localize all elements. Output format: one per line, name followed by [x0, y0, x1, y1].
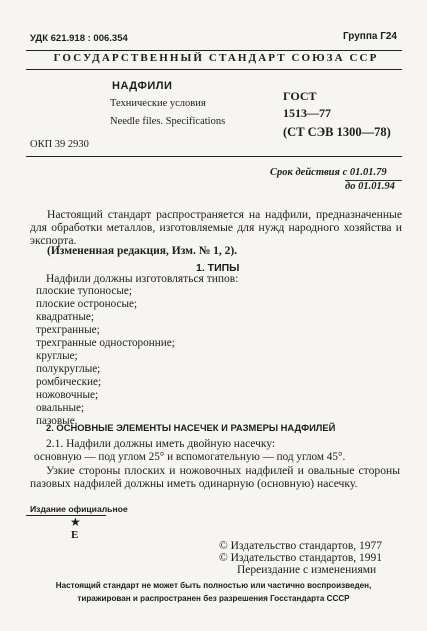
copyright-notice-line-1: Настоящий стандарт не может быть полностью или частично воспроизведен,	[55, 581, 372, 590]
official-edition: Издание официальное	[30, 504, 128, 514]
list-item: круглые;	[36, 349, 78, 362]
list-item: ромбические;	[36, 375, 102, 388]
intro-paragraph: Настоящий стандарт распространяется на надфили, предназначенные для обработки металлов, изготовляемые для нужд народного хозяйства и экспорта.	[30, 208, 402, 247]
udk-code: УДК 621.918 : 006.354	[30, 33, 128, 44]
document-title: НАДФИЛИ	[112, 80, 173, 92]
banner: ГОСУДАРСТВЕННЫЙ СТАНДАРТ СОЮЗА ССР	[53, 52, 379, 64]
banner-rule	[26, 69, 402, 70]
copyright-1991: © Издательство стандартов, 1991	[219, 552, 383, 564]
validity-label: Срок действия	[270, 167, 340, 178]
section-1-title: 1. ТИПЫ	[196, 262, 240, 274]
gost-label: ГОСТ	[283, 89, 317, 103]
validity-to-date: до 01.01.94	[345, 181, 395, 192]
top-rule	[26, 50, 402, 51]
okp-code: ОКП 39 2930	[30, 139, 89, 150]
list-item: ножовочные;	[36, 388, 99, 401]
english-title: Needle files. Specifications	[110, 116, 226, 127]
list-item: пазовые.	[36, 414, 78, 427]
section-2-title: 2. ОСНОВНЫЕ ЭЛЕМЕНТЫ НАСЕЧЕК И РАЗМЕРЫ НАДФИЛЕЙ	[46, 422, 336, 433]
official-rule	[26, 515, 106, 516]
group-code: Группа Г24	[342, 31, 397, 42]
sev-number: (СТ СЭВ 1300—78)	[283, 125, 391, 139]
validity-from-date: с 01.01.79	[342, 167, 387, 178]
list-item: плоские остроносые;	[36, 297, 138, 310]
star-icon: ★	[70, 515, 81, 529]
list-item: квадратные;	[36, 310, 94, 323]
copyright-notice-line-2: тиражирован и распространен без разрешения Госстандарта СССР	[77, 594, 350, 603]
list-item: овальные;	[36, 401, 85, 414]
gost-number: 1513—77	[283, 106, 331, 120]
section-2-p1: 2.1. Надфили должны иметь двойную насечку:	[46, 438, 276, 450]
list-item: трехгранные;	[36, 323, 100, 336]
types-list	[36, 285, 175, 427]
section-2-p2: основную — под углом 25° и вспомогательную — под углом 45°.	[34, 451, 346, 463]
section-2-p3: Узкие стороны плоских и ножовочных надфилей и овальные стороны пазовых надфилей должны иметь одинарную (основную) насечку.	[30, 464, 400, 490]
document-subtitle: Технические условия	[110, 98, 206, 109]
list-item: полукруглые;	[36, 362, 101, 375]
validity-from	[270, 167, 387, 178]
edition-letter: Е	[71, 529, 79, 541]
amendment-note: (Измененная редакция, Изм. № 1, 2).	[47, 245, 238, 257]
reprint-note: Переиздание с изменениями	[237, 564, 377, 576]
copyright-1977: © Издательство стандартов, 1977	[219, 540, 383, 552]
list-item: трехгранные односторонние;	[36, 336, 175, 349]
title-rule	[26, 156, 402, 157]
validity-rule	[345, 180, 402, 181]
section-1-lead: Надфили должны изготовляться типов:	[46, 273, 239, 285]
list-item: плоские тупоносые;	[36, 285, 132, 297]
